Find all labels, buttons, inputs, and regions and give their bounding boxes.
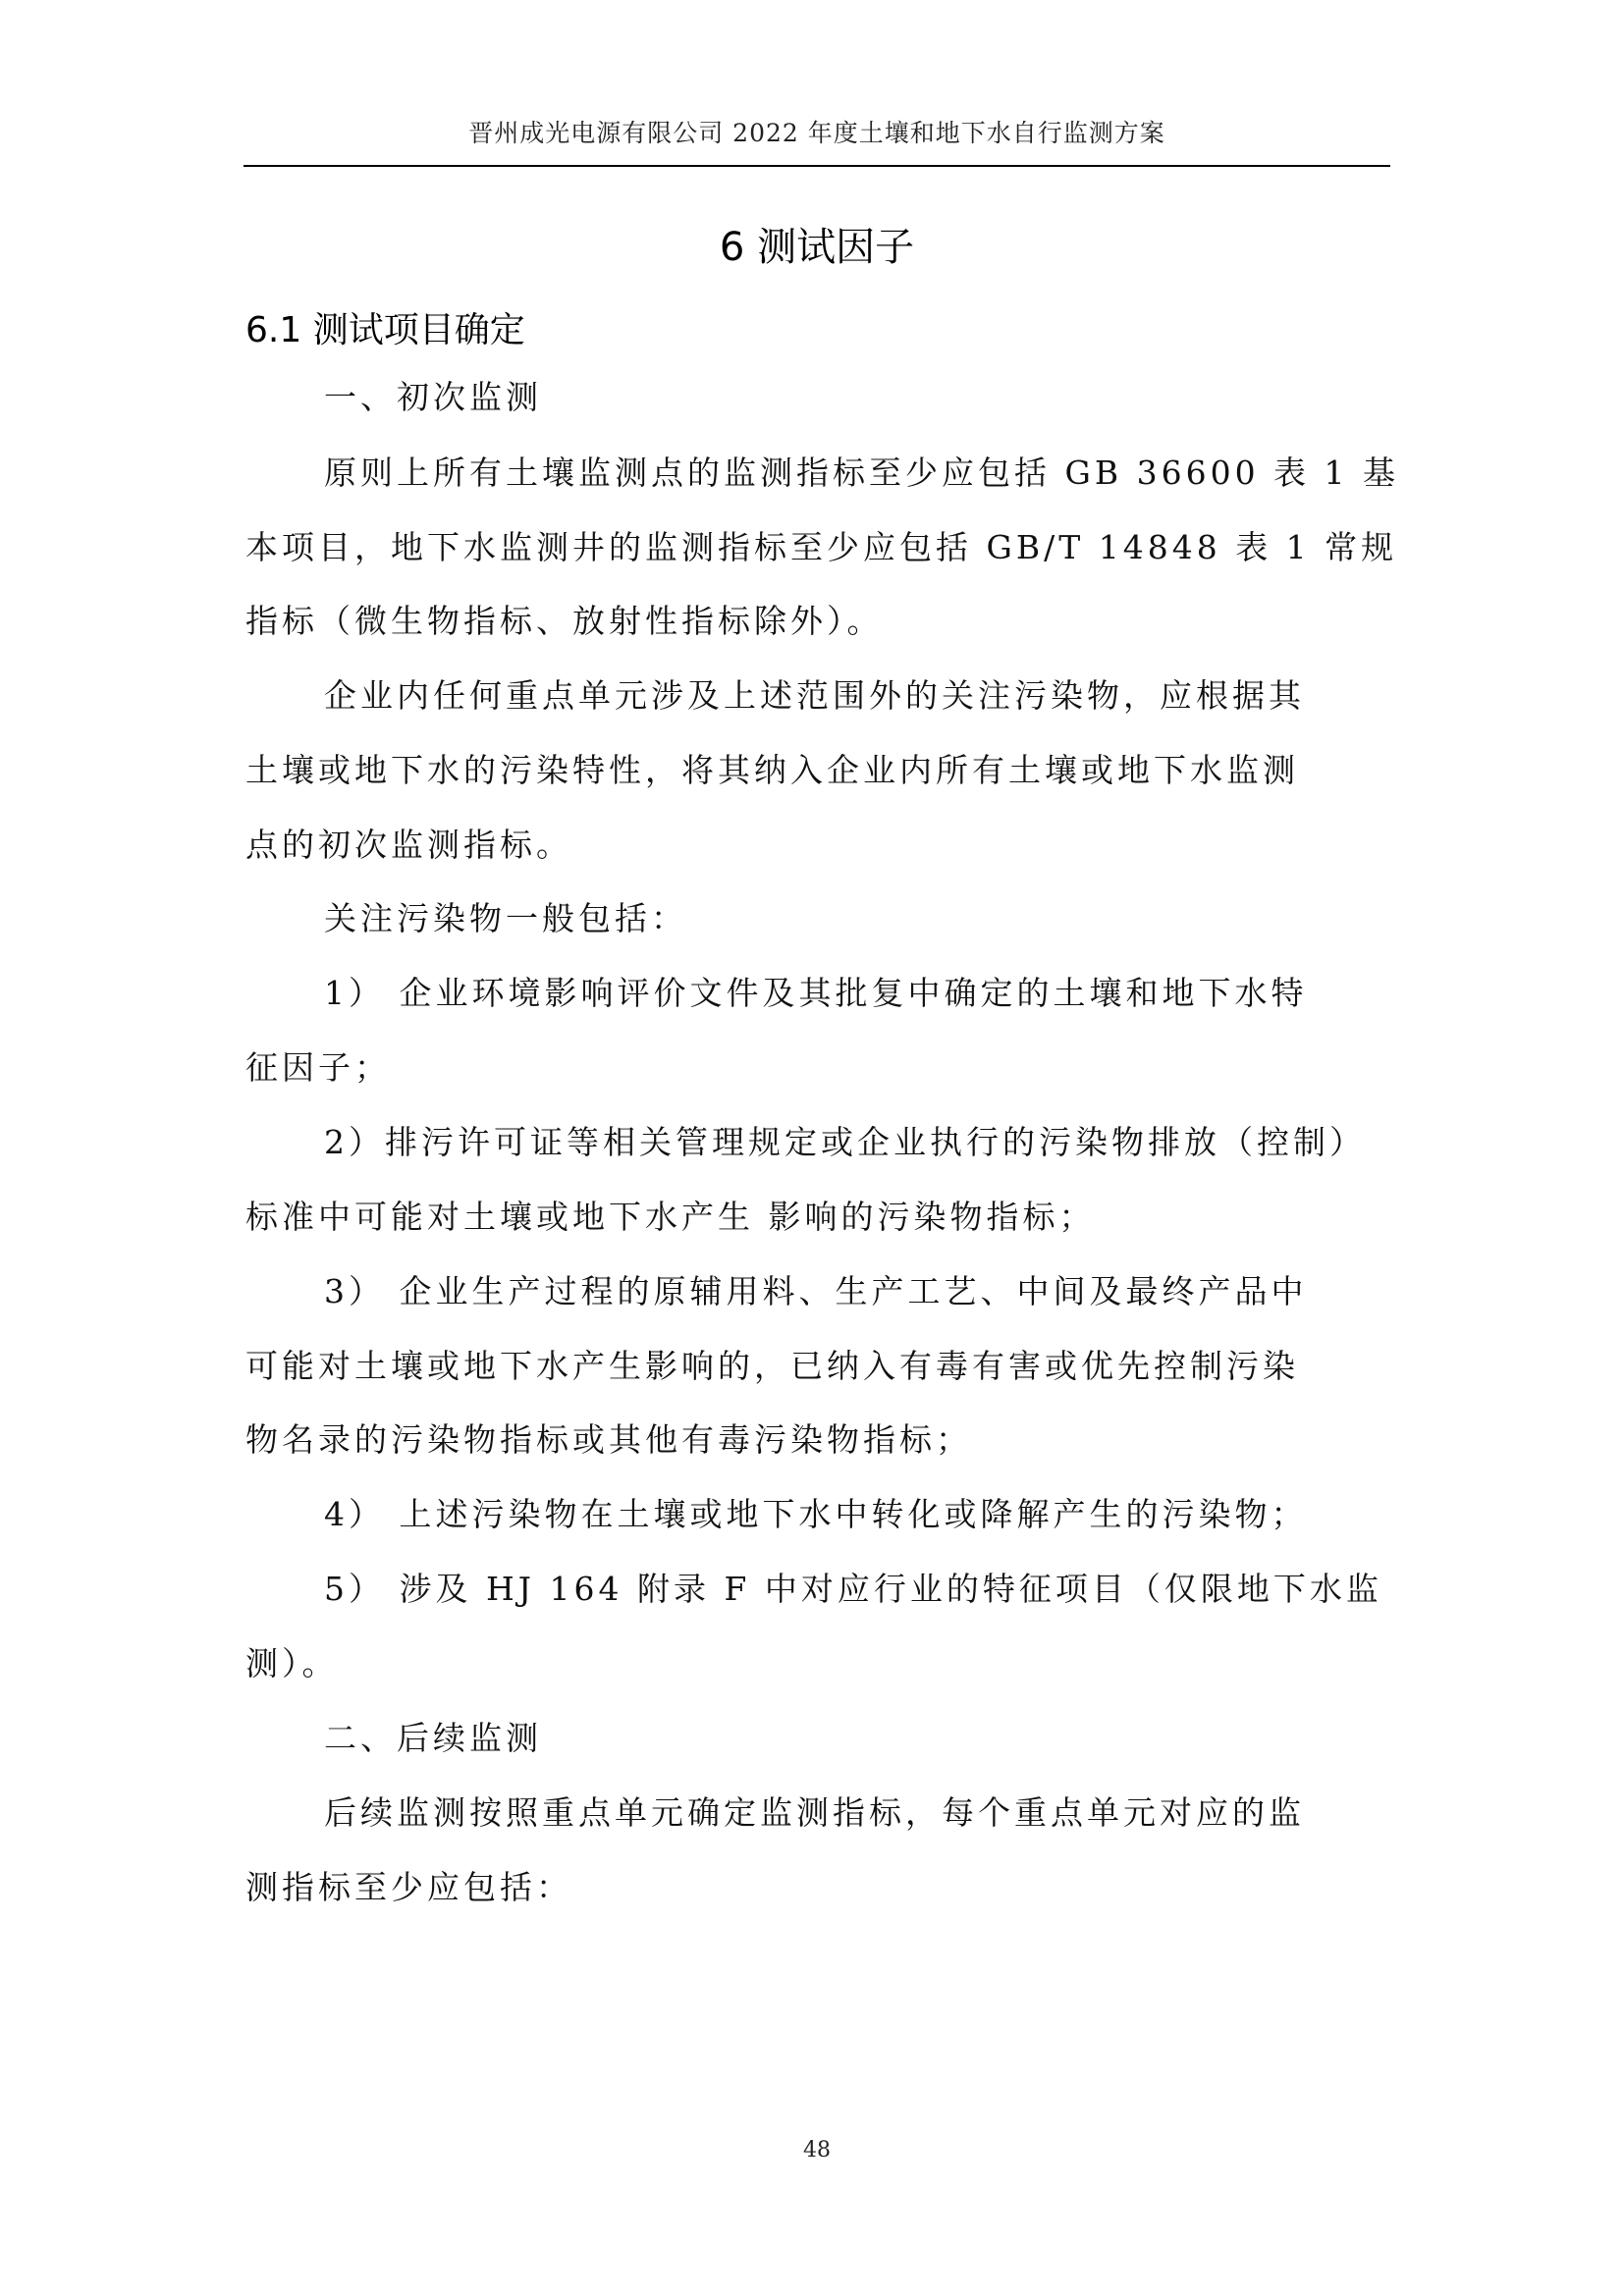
paragraph-line: 测指标至少应包括：: [245, 1868, 572, 1906]
page-number: 48: [803, 2138, 831, 2163]
paragraph-line: 土壤或地下水的污染特性，将其纳入企业内所有土壤或地下水监测: [245, 751, 1299, 789]
list-item-line: 可能对土壤或地下水产生影响的，已纳入有毒有害或优先控制污染: [245, 1347, 1299, 1385]
running-header: 晋州成光电源有限公司 2022 年度土壤和地下水自行监测方案: [468, 119, 1165, 147]
list-item-line: 2）排污许可证等相关管理规定或企业执行的污染物排放（控制）: [324, 1123, 1366, 1161]
subheading-followup-monitoring: 二、后续监测: [324, 1719, 542, 1757]
paragraph-line: 指标（微生物指标、放射性指标除外）。: [245, 602, 884, 640]
list-item-line: 测）。: [245, 1644, 339, 1682]
paragraph-line: 本项目，地下水监测井的监测指标至少应包括 GB/T 14848 表 1 常规: [245, 528, 1398, 566]
list-item-line: 5） 涉及 HJ 164 附录 F 中对应行业的特征项目（仅限地下水监: [324, 1570, 1382, 1608]
paragraph-line: 点的初次监测指标。: [245, 826, 572, 864]
paragraph-line: 关注污染物一般包括：: [324, 899, 687, 937]
list-item-line: 4） 上述污染物在土壤或地下水中转化或降解产生的污染物；: [324, 1495, 1308, 1533]
list-item-line: 标准中可能对土壤或地下水产生 影响的污染物指标；: [245, 1198, 1096, 1236]
subheading-initial-monitoring: 一、初次监测: [324, 378, 542, 416]
list-item-line: 物名录的污染物指标或其他有毒污染物指标；: [245, 1420, 972, 1459]
chapter-title: 6 测试因子: [719, 225, 915, 270]
section-title: 6.1 测试项目确定: [245, 310, 525, 350]
header-rule: [243, 165, 1390, 167]
list-item-line: 征因子；: [245, 1048, 391, 1087]
list-item-line: 1） 企业环境影响评价文件及其批复中确定的土壤和地下水特: [324, 974, 1308, 1012]
paragraph-line: 原则上所有土壤监测点的监测指标至少应包括 GB 36600 表 1 基: [324, 454, 1400, 492]
paragraph-line: 后续监测按照重点单元确定监测指标，每个重点单元对应的监: [324, 1793, 1305, 1832]
list-item-line: 3） 企业生产过程的原辅用料、生产工艺、中间及最终产品中: [324, 1272, 1308, 1310]
paragraph-line: 企业内任何重点单元涉及上述范围外的关注污染物，应根据其: [324, 676, 1305, 715]
